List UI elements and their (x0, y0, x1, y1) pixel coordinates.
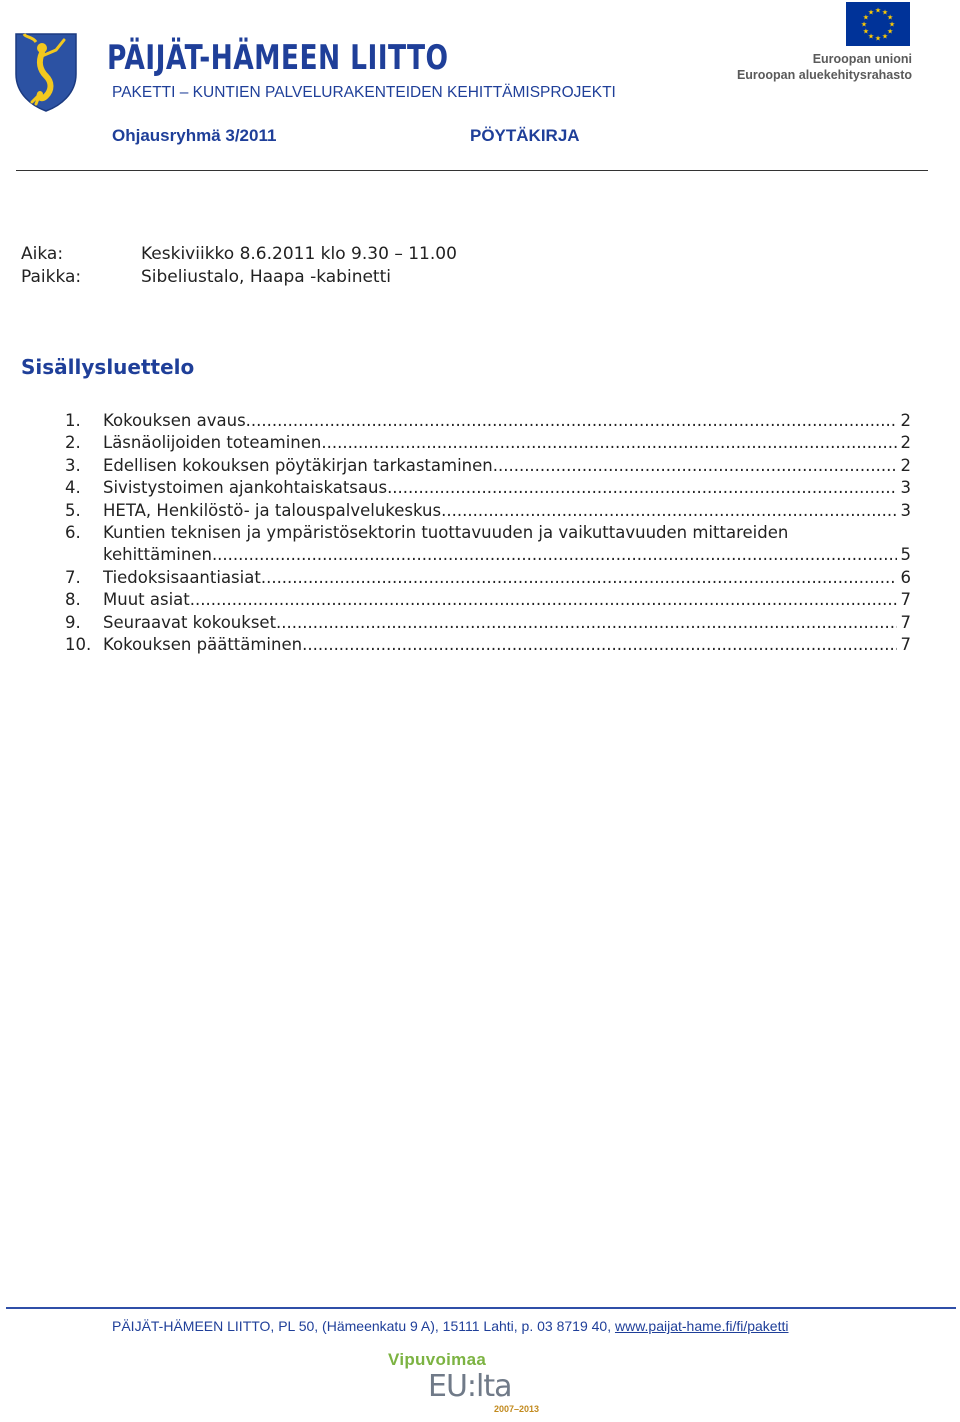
eu-star-icon: ★ (867, 32, 875, 41)
eu-star-icon: ★ (860, 20, 868, 29)
toc-item[interactable] (65, 410, 911, 432)
toc-item[interactable] (65, 500, 911, 522)
vipuvoimaa-logo (388, 1350, 539, 1414)
toc-title: Kokouksen avaus (103, 411, 246, 430)
toc-number: 6. (65, 523, 81, 543)
toc-number: 8. (65, 590, 81, 610)
project-name: PAKETTI – KUNTIEN PALVELURAKENTEIDEN KEHITTÄMISPROJEKTI (112, 84, 616, 101)
document-type: PÖYTÄKIRJA (470, 126, 580, 145)
toc-page: 3 (900, 478, 911, 498)
toc-number: 4. (65, 478, 81, 498)
toc-number: 7. (65, 567, 81, 587)
eu-star-icon: ★ (886, 27, 894, 36)
eu-union-label: Euroopan unioni (812, 52, 912, 66)
toc-title: Kokouksen päättäminen (103, 635, 303, 655)
footer-address-text: PÄIJÄT-HÄMEEN LIITTO, PL 50, (Hämeenkatu 9 A), 15111 Lahti, p. 03 8719 40, (112, 1318, 615, 1334)
eu-star-icon: ★ (862, 27, 870, 36)
toc-item[interactable] (65, 567, 911, 589)
logo-years-text: 2007–2013 (494, 1404, 540, 1414)
toc-title-continued: kehittäminen (103, 545, 212, 565)
toc-page: 3 (900, 500, 911, 520)
eu-star-icon: ★ (874, 6, 882, 15)
eu-star-icon: ★ (862, 13, 870, 22)
toc-title: Kuntien teknisen ja ympäristösektorin tuottavuuden ja vaikuttavuuden mittareiden (103, 523, 789, 543)
toc-page: 7 (900, 590, 911, 610)
toc-number: 2. (65, 433, 81, 453)
header-divider (16, 170, 928, 171)
logo-top-text: Vipuvoimaa (388, 1350, 487, 1369)
eu-star-icon: ★ (874, 34, 882, 43)
toc-title: HETA, Henkilöstö- ja talouspalvelukeskus (103, 500, 442, 520)
toc-number: 1. (65, 411, 81, 430)
eu-star-icon: ★ (888, 20, 896, 29)
eu-star-icon: ★ (867, 8, 875, 17)
toc-title: Seuraavat kokoukset (103, 612, 277, 632)
toc-number: 9. (65, 612, 81, 632)
toc-page: 7 (900, 635, 911, 655)
eu-star-icon: ★ (886, 13, 894, 22)
time-value: Keskiviikko 8.6.2011 klo 9.30 – 11.00 (141, 244, 457, 264)
logo-mid-text: EU:lta (428, 1369, 512, 1404)
toc-title: Muut asiat (103, 590, 190, 610)
meeting-group: Ohjausryhmä 3/2011 (112, 126, 277, 145)
toc-page: 2 (900, 411, 911, 430)
place-label: Paikka: (21, 267, 82, 287)
toc-page: 2 (900, 455, 911, 475)
toc-title: Edellisen kokouksen pöytäkirjan tarkastaminen (103, 455, 493, 475)
table-of-contents (65, 410, 911, 656)
toc-page: 2 (900, 433, 911, 453)
toc-page: 5 (900, 545, 911, 565)
footer-website-link[interactable]: www.paijat-hame.fi/fi/paketti (614, 1318, 789, 1334)
toc-title: Sivistystoimen ajankohtaiskatsaus (103, 478, 388, 498)
mermaid-crest-icon (12, 28, 80, 112)
toc-item[interactable] (65, 589, 911, 611)
toc-heading: Sisällysluettelo (21, 355, 195, 379)
time-label: Aika: (21, 244, 64, 264)
toc-number: 10. (65, 635, 92, 655)
toc-page: 7 (900, 612, 911, 632)
toc-title: Tiedoksisaantiasiat (103, 567, 261, 587)
toc-number: 5. (65, 500, 81, 520)
toc-title: Läsnäolijoiden toteaminen (103, 433, 322, 453)
toc-item[interactable] (65, 432, 911, 454)
eu-fund-label: Euroopan aluekehitysrahasto (736, 68, 912, 82)
toc-page: 6 (900, 567, 911, 587)
toc-item[interactable] (65, 455, 911, 477)
place-value: Sibeliustalo, Haapa -kabinetti (141, 267, 391, 287)
toc-item[interactable] (65, 612, 911, 634)
footer-divider (6, 1307, 956, 1309)
toc-item[interactable] (65, 522, 911, 567)
eu-flag-icon (846, 2, 910, 46)
toc-number: 3. (65, 455, 81, 475)
eu-star-icon: ★ (881, 32, 889, 41)
footer-address (112, 1318, 789, 1334)
toc-item[interactable] (65, 477, 911, 499)
organization-name: PÄIJÄT-HÄMEEN LIITTO (107, 38, 449, 78)
eu-star-icon: ★ (881, 8, 889, 17)
toc-item[interactable] (65, 634, 911, 656)
